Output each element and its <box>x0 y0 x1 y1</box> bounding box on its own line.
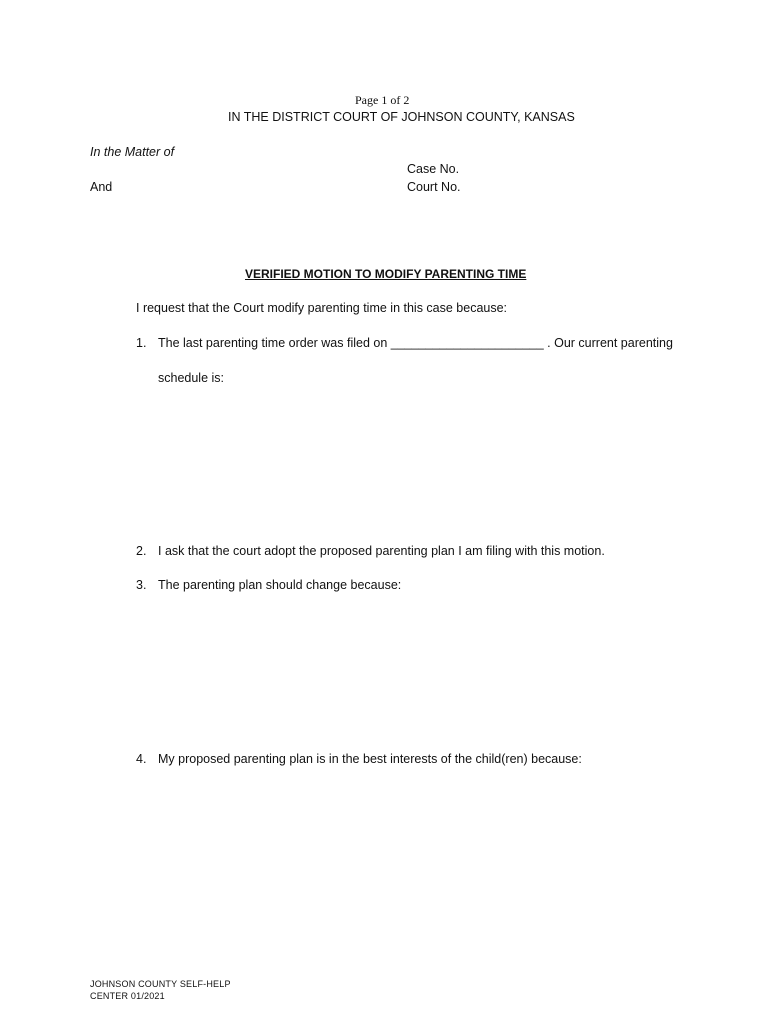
court-heading: IN THE DISTRICT COURT OF JOHNSON COUNTY, KANSAS <box>228 110 575 124</box>
item-2-number: 2. <box>136 544 147 558</box>
item-3-number: 3. <box>136 578 147 592</box>
item-4-number: 4. <box>136 752 147 766</box>
and-label: And <box>90 180 113 194</box>
motion-title: VERIFIED MOTION TO MODIFY PARENTING TIME <box>245 267 527 281</box>
case-no-label: Case No. <box>407 162 460 176</box>
footer-line-2: CENTER 01/2021 <box>90 991 165 1001</box>
page-label: Page 1 of 2 <box>355 93 410 107</box>
item-1-text: The last parenting time order was filed on ______________________ . Our current parenting <box>158 336 673 350</box>
item-3-text: The parenting plan should change because: <box>158 578 402 592</box>
item-4-text: My proposed parenting plan is in the best interests of the child(ren) because: <box>158 752 582 766</box>
court-no-label: Court No. <box>407 180 461 194</box>
item-1-number: 1. <box>136 336 147 350</box>
item-1-continuation: schedule is: <box>158 371 225 385</box>
item-2-text: I ask that the court adopt the proposed parenting plan I am filing with this motion. <box>158 544 605 558</box>
footer-line-1: JOHNSON COUNTY SELF-HELP <box>90 979 231 989</box>
motion-intro: I request that the Court modify parenting time in this case because: <box>136 301 508 315</box>
matter-label: In the Matter of <box>90 145 175 159</box>
